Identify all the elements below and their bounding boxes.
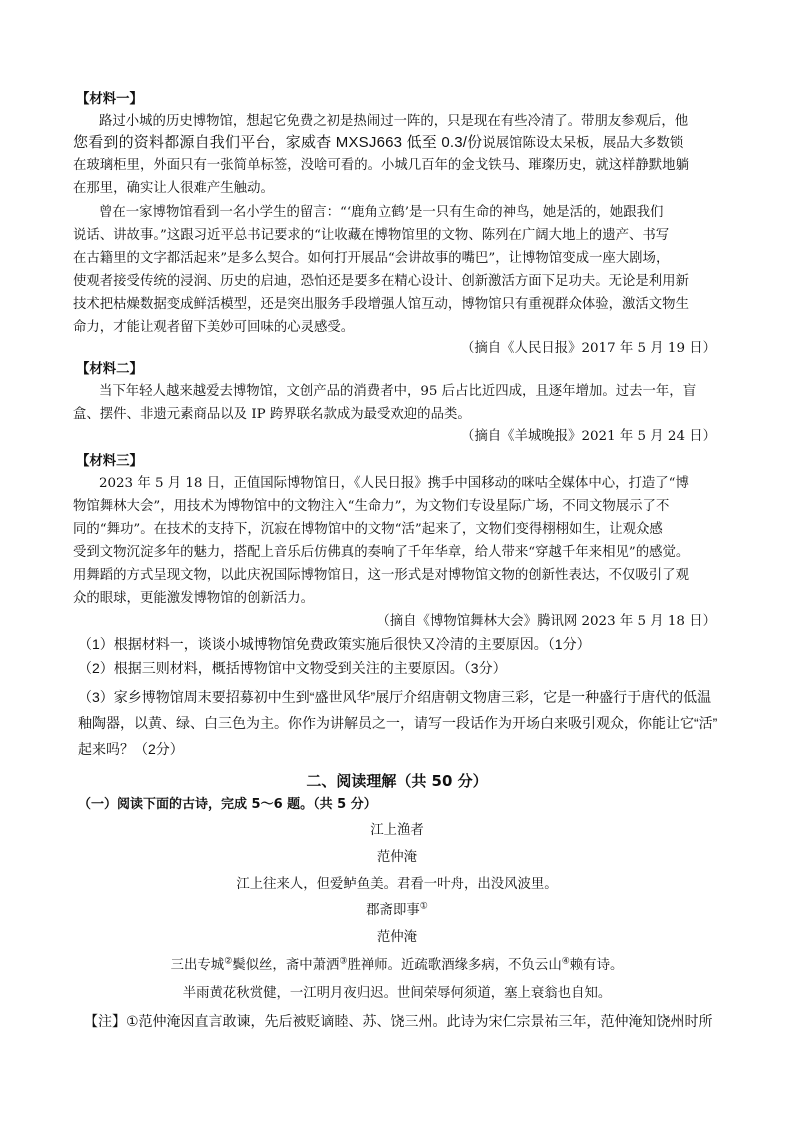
m1-para1-line1: 路过小城的历史博物馆，想起它免费之初是热闹过一阵的，只是现在有些冷清了。带朋友参观后，他 [99,114,689,129]
question-3-line1: （3）家乡博物馆周末要招募初中生到“盛世风华”展厅介绍唐朝文物唐三彩，它是一种盛行于唐代的低温 [78,689,712,705]
poem-2-title-line [0,900,794,922]
poem-2-line1-a: 三出专城 [170,958,225,973]
footnote-mark-2: ② [224,956,233,967]
section-2-subtitle: （一）阅读下面的古诗，完成 5～6 题。（共 5 分） [78,797,377,812]
poem-2-title: 郡斋即事 [366,903,420,918]
m1-para2-line2: 说话、讲故事。”这跟习近平总书记要求的“让收藏在博物馆里的文物、陈列在广阔大地上的遗产、书写 [73,228,670,243]
material-2-heading: 【材料二】 [76,362,143,377]
section-2-title: 二、阅读理解（共 50 分） [306,772,488,790]
m1-para2-line1: 曾在一家博物馆看到一名小学生的留言：“‘鹿角立鹤’是一只有生命的神鸟，她是活的，她跟我们 [99,205,664,220]
m1-source: （摘自《人民日报》2017 年 5 月 19 日） [461,341,716,356]
poem-1-author: 范仲淹 [376,850,418,865]
question-2: （2）根据三则材料，概括博物馆中文物受到关注的主要原因。（3分） [78,660,507,676]
poem-2-line2: 半雨黄花秋赏健，一江明月夜归迟。世间荣辱何须道，塞上衰翁也自知。 [182,986,612,1001]
poem-2-author: 范仲淹 [376,930,418,945]
poem-2-line1-d: 赖有诗。 [569,958,624,973]
poem-2-line1-c: 胜禅师。近疏歌酒缘多病，不负云山 [347,958,562,973]
m1-overlay-line [73,132,723,155]
footnote: 【注】①范仲淹因直言敢谏，先后被贬谪睦、苏、饶三州。此诗为宋仁宗景祐三年，范仲淹知饶州时所 [84,1013,713,1029]
footnote-mark-1: ① [419,901,428,912]
watermark-overlay-text: 您看到的资料都源自我们平台，家威杳 MXSJ663 低至 0.3/份 [73,134,483,151]
m3-line3: 同的“舞功”。在技术的支持下，沉寂在博物馆中的文物“活”起来了，文物们变得栩栩如生，让观众感 [73,522,663,537]
m3-line1: 2023 年 5 月 18 日，正值国际博物馆日，《人民日报》携手中国移动的咪咕全媒体中心，打造了“博 [99,476,689,491]
poem-1-body: 江上往来人，但爱鲈鱼美。君看一叶舟，出没风波里。 [236,877,558,892]
m3-line4: 受到文物沉淀多年的魅力，搭配上音乐后仿佛真的奏响了千年华章，给人带来“穿越千年来相见”的感觉。 [73,545,690,560]
m2-source: （摘自《羊城晚报》2021 年 5 月 24 日） [461,429,716,444]
m1-para2-line6: 命力，才能让观者留下美妙可回味的心灵感受。 [73,320,355,335]
m1-para2-line4: 使观者接受传统的浸润、历史的启迪，恐怕还是要多在精心设计、创新激活方面下足功夫。无论是利用新 [73,274,689,289]
question-3-line2: 釉陶器，以黄、绿、白三色为主。你作为讲解员之一，请写一段话作为开场白来吸引观众，你能让它“活” [78,715,718,731]
poem-1-title: 江上渔者 [370,823,424,838]
m1-para2-line3: 在古籍里的文字都活起来”是多么契合。如何打开展品“会讲故事的嘴巴”，让博物馆变成一座大剧场， [73,251,670,266]
m3-line5: 用舞蹈的方式呈现文物，以此庆祝国际博物馆日，这一形式是对博物馆文物的创新性表达，不仅吸引了观 [73,568,689,583]
m3-source: （摘自《博物馆舞林大会》腾讯网 2023 年 5 月 18 日） [376,614,716,629]
question-1: （1）根据材料一，谈谈小城博物馆免费政策实施后很快又冷清的主要原因。（1分） [78,636,591,652]
m1-overlay-tail: 说展馆陈设太呆板，展品大多数锁 [482,136,684,151]
m2-line1: 当下年轻人越来越爱去博物馆，文创产品的消费者中，95 后占比近四成，且逐年增加。过去一年，盲 [99,384,697,399]
m2-line2: 盒、摆件、非遗元素商品以及 IP 跨界联名款成为最受欢迎的品类。 [73,407,471,422]
poem-2-line1-b: 鬓似丝，斋中萧洒 [232,958,340,973]
footnote-mark-4: ④ [561,956,570,967]
material-3-heading: 【材料三】 [76,454,143,469]
m1-para2-line5: 技术把枯燥数据变成鲜活模型，还是突出服务手段增强人馆互动，博物馆只有重视群众体验，激活文物生 [73,297,689,312]
material-1-heading: 【材料一】 [76,92,143,107]
m1-para1-line3: 在玻璃柜里，外面只有一张简单标签，没啥可看的。小城几百年的金戈铁马、璀璨历史，就这样静默地躺 [73,158,689,173]
m3-line2: 物馆舞林大会”，用技术为博物馆中的文物注入“生命力”，为文物们专设星际广场，不同文物展示了不 [73,499,670,514]
footnote-mark-3: ③ [339,956,348,967]
m1-para1-line4: 在那里，确实让人很难产生触动。 [73,181,274,196]
question-3-line3: 起来吗？（2分） [78,741,184,757]
poem-2-line1 [0,955,794,977]
m3-line6: 众的眼球，更能激发博物馆的创新活力。 [73,591,315,606]
